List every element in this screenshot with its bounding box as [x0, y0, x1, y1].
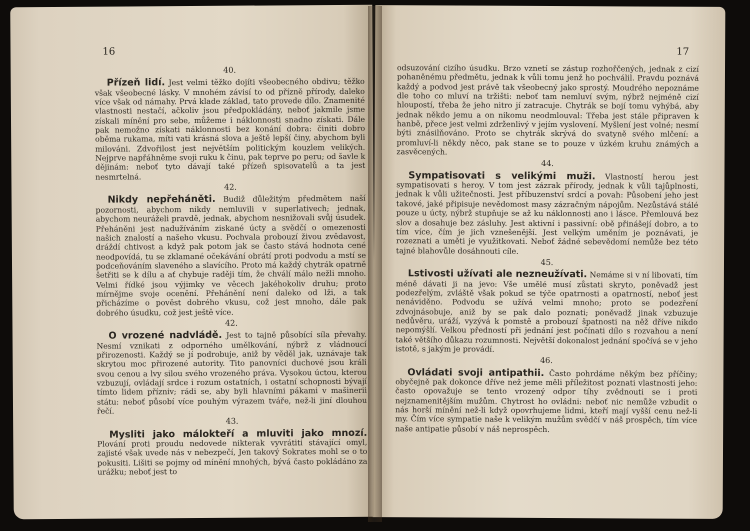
section-text: Nemáme si v ní libovati, tím méně dávati ji na jevo: Vše umělé musí zůstati skryto, poněvadž jest podezřelým, zvláště však pokud se týče opatrnosti a opatrností, neboť jest nenáviděno. Podvodu se užívá velmi mnoho; proto se podezření zdvojnásobuje, aniž by se pak dalo poznati; poněvadž jinak vzbuzuje nedůvěru, uráží, vyzývá k pomstě a probouzí špatnosti na něž dříve nikdo nepomýšlí. Velkou předností při jednání jest počínati dílo s rozvahou a není také většího důkazu rozumnosti. Největší dokonalost jednání spočívá se v jeho istotě, s jakým je provádí. [395, 270, 698, 354]
section-paragraph [96, 194, 367, 317]
section-number: 42. [225, 318, 238, 328]
section-heading: Lstivosti užívati ale nezneužívati. [407, 268, 588, 281]
section-heading: Nikdy nepřeháněti. [107, 194, 216, 207]
continued-paragraph: odsuzování cizího úsudku. Brzo vznetí se zástup rozhořčených, jednak z cizí pohaněnému předmětu, jednak k vůli tomu jenž ho pochválil. Pravdu poznává každý a podvod jest právě tak všeobecný jako sprostý. Moudrého nepoznáme dle toho co mluví na tržišti: neboť tam nemluví svým, nýbrž nejméně cizí hloupostí, třeba že jeho nitro jí zatracuje. Chytrák se bojí tomu vyhýbá, aby jednak někdo jemu a on nikomu neodmlouval: Třeba jest stále připraven k hanbě, přece jest velmi zdrženlivý v jejím vyslovení. Myšlení jest volné; nesmí býti znásilňováno. Proto se chytrák skrývá do svatyně svého mlčení: a promluví-li někdy něco, pak stane se to pouze v úzkém kruhu známých a zasvěcených. [396, 63, 700, 157]
section-text: Plování proti proudu nedovede nikterak vyvrátiti stávající omyl, zajisté však uvede nás v nebezpečí, Jen takový Sokrates mohl se o to pokusiti. Lišiti se pojmy od mínění mnohých, bývá často pokládáno za urážku; neboť jest to [97, 437, 368, 477]
section-number: 42. [224, 182, 237, 192]
left-page [10, 5, 376, 520]
section-heading: O vrozené nadvládě. [108, 330, 223, 342]
section-heading: Přízeň lidí. [106, 77, 166, 89]
section-number: 46. [540, 356, 553, 366]
page-number: 16 [102, 46, 116, 58]
section-heading: Ovládati svoji antipathii. [407, 366, 545, 379]
section-number: 45. [540, 257, 554, 267]
section-paragraph [96, 330, 367, 416]
left-text-column [95, 63, 368, 477]
section-paragraph [97, 429, 367, 478]
section-text: Vlastností herou jest sympatisovati s heroy. V tom jest zázrak přírody, jednak k vůli tajůplnosti, jednak k vůli užitečnosti. Jest příbuzenství srdcí a povah: Působení jeho jest takové, jaké připisuje nevědomost masy zázračným nápojům. Nezůstává stálé pouze u úcty, nýbrž stupňuje se až ku náklonnosti ano i lásce. Přemlouvá bez slov a dosahuje bez zásluhy. Jest aktivní i passivní: obě přinášejí dobro, a to tím více, čím je jich vznešenější. Jest velkým uměním je poznávati, je rozeznati a uměti je využitkovati. Neboť žádné sebevědomí nemůže bez této tajné blahovůle dosáhnouti cíle. [396, 172, 699, 256]
section-heading: Sympatisovati s velikými muži. [408, 170, 596, 183]
right-text-column [395, 63, 699, 435]
right-page [373, 5, 726, 519]
section-paragraph [396, 269, 698, 355]
section-text: Jest to tajně působící síla převahy. Nesmí vznikati z odporného umělkování, nýbrž z vládnoucí přirozenosti. Každý se jí podrobuje, aniž by věděl jak, uznávaje tak skrytou moc přirozené autority. Tito panovníci duchové jsou králi svou cenou a lvy silou svého vrozeného práva. Vysokou úctou, kterou vzbuzují, ovládají srdce i rozum ostatních, i ostatní schopnosti bývají tímto lidem přízniv; rádi se, aby byli hlavními pákami v mašinerii státu: neboť působí více pouhým výrazem tváře, než-li jiní dlouhou řečí. [96, 330, 367, 416]
section-number: 40. [223, 65, 237, 75]
section-text: Jest velmi těžko dojíti všeobecného obdivu; těžko však všeobecné lásky. V mnohém závisí to od přízně přírody, daleko více však od námahy. Prvá klade základ, tato provede dílo. Znamenité vlastnosti nestačí, ačkoliv jsou předpokládány, neboť jakmile jsme získali mínění pro sebe, můžeme i náklonnosti snadno získati. Dále pak nemožno získati náklonnosti bez konání dobra: činiti dobro oběma rukama, míti vati krásná slova a ještě lepší činy, abychom byli milováni. Zdvořilost jest největším politickým kouzlem velikých. Nejprve napřáhněme svoji ruku k činu, pak teprve po peru; od šavle k dějinám: neboť tyto dávají také přízeň spisovatelů a ta jest nesmrtelná. [94, 77, 366, 182]
section-paragraph [395, 368, 697, 435]
section-number: 43. [225, 417, 239, 427]
section-paragraph [396, 171, 698, 257]
page-number: 17 [676, 46, 690, 58]
section-text: Budiž důležitým předmětem naší pozornosti, abychom nikdy nemluvili v superlativech; jednak, abychom neuráželi pravdě, jednak, abychom nesnižovali svůj úsudek. Přeháněni jest nadužíváním ziskané úcty a svědčí o omezenosti našich znalostí a našeho vkusu. Pochvala probouzí živou zvědavost, dráždí chtivost a když pak potom jak se často stává hodnota cené neodpovídá, tu se zklamané očekávání obrátí proti podvodu a mstí se podceňováním slaveného a slavícího. Proto má každý chytrák opatrně šetřiti se k dílu a ať chybuje raději tím, že chválí málo nežli mnoho. Velmi řídké jsou výjimky ve věcech jakéhokoliv druhu; proto mírnějme svoje ocenění. Přehánění není daleko od lži, a tak přicházíme o pověst dobrého vkusu, což jest mnoho, dále pak dobrého úsudku, což jest ještě více. [95, 194, 367, 318]
open-book [8, 6, 736, 526]
section-heading: Mysliti jako málokteří a mluviti jako mnozí. [109, 427, 368, 441]
section-paragraph [95, 77, 366, 182]
section-number: 44. [541, 159, 554, 169]
section-text: Často pohrdáme někým bez příčiny; obyčejně pak dokonce dříve než jeme měli příležitost poznati vlastnosti jeho: často opovažuje se tento vrozený odpor tíhy zvědnouti se i proti nejznamenitějším mužům. Chytrost ho ovládni: neboť nic nemůže vzbudit o nás horší mínění než-li když opovrhujeme lidmi, kteří mají vyšší cenu než-li my. Čím více sympatie naše k velikým mužům svědčí v náš prospěch, tím více naše antipatie působí v náš neprospěch. [395, 368, 698, 434]
book-gutter [368, 6, 382, 522]
